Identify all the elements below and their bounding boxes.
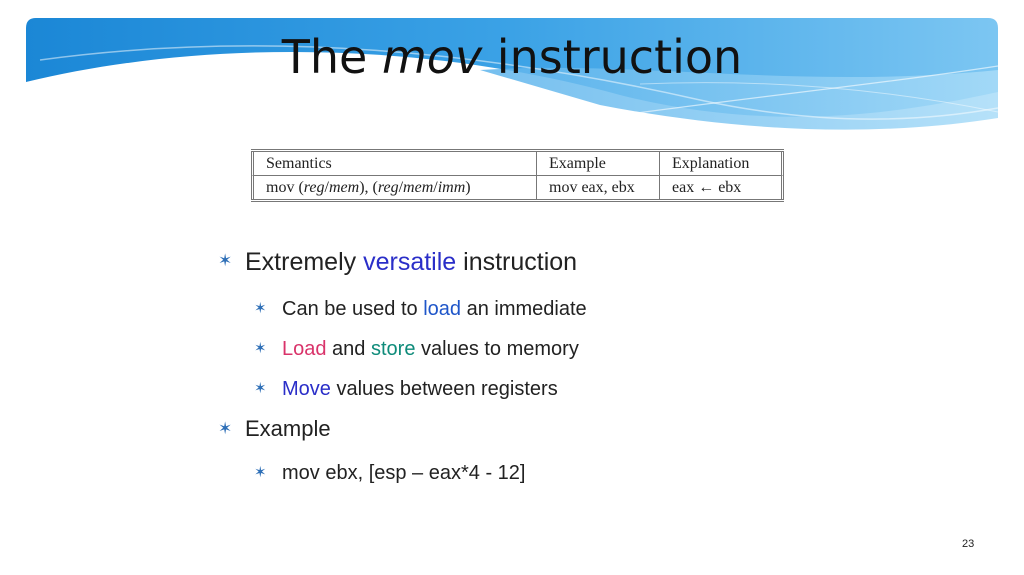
text: values between registers <box>330 378 558 400</box>
sem-text: / <box>398 179 404 196</box>
text: Can be used to <box>282 298 424 320</box>
title-mov: mov <box>381 30 483 84</box>
bullet-star-icon: ✶ <box>218 419 233 438</box>
cell-example: mov eax, ebx <box>536 176 659 199</box>
highlight-load: Load <box>282 338 327 360</box>
bullet-text <box>245 248 577 276</box>
bullet-text <box>282 378 558 400</box>
cell-explanation: eax ← ebx <box>659 176 784 199</box>
text: an immediate <box>461 298 587 320</box>
text: and <box>326 338 371 360</box>
text: values to memory <box>415 338 579 360</box>
bullet-text <box>282 298 587 320</box>
header-semantics: Semantics <box>251 152 536 176</box>
highlight-versatile: versatile <box>363 248 457 276</box>
sem-arg: imm <box>437 179 466 196</box>
bullet-star-icon: ✶ <box>254 380 267 397</box>
bullet-text: Example <box>245 416 331 441</box>
subbullet-load-store <box>254 338 579 361</box>
bullet-star-icon: ✶ <box>254 300 267 317</box>
header-example: Example <box>536 152 659 176</box>
highlight-move: Move <box>282 378 331 400</box>
bullet-example <box>218 416 331 442</box>
sem-text: / <box>433 179 438 196</box>
bullet-text <box>282 338 579 360</box>
title-post: instruction <box>482 30 743 84</box>
subbullet-example-code <box>254 462 525 485</box>
sem-arg: mem <box>328 179 360 196</box>
highlight-load: load <box>423 298 462 320</box>
sem-arg: reg <box>303 179 325 196</box>
sem-arg: reg <box>377 179 399 196</box>
page-number: 23 <box>962 538 975 550</box>
subbullet-move <box>254 378 558 401</box>
header-explanation: Explanation <box>659 152 784 176</box>
subbullet-load-immediate <box>254 298 587 321</box>
bullet-star-icon: ✶ <box>218 251 233 270</box>
bullet-text: mov ebx, [esp – eax*4 - 12] <box>282 462 526 484</box>
highlight-store: store <box>370 338 416 360</box>
text: instruction <box>456 248 578 276</box>
bullet-star-icon: ✶ <box>254 340 267 357</box>
bullet-star-icon: ✶ <box>254 464 267 481</box>
table-header-row <box>251 152 784 176</box>
sem-text: ), ( <box>359 179 378 196</box>
sem-text: mov ( <box>266 179 304 196</box>
slide-title <box>0 30 1024 84</box>
mov-semantics-table <box>251 149 784 202</box>
cell-semantics <box>251 176 536 199</box>
table-row <box>251 176 784 199</box>
sem-text: / <box>324 179 329 196</box>
bullet-versatile <box>218 248 577 277</box>
title-pre: The <box>281 30 382 84</box>
sem-arg: mem <box>403 179 434 196</box>
text: Extremely <box>245 248 364 276</box>
sem-text: ) <box>465 179 471 196</box>
